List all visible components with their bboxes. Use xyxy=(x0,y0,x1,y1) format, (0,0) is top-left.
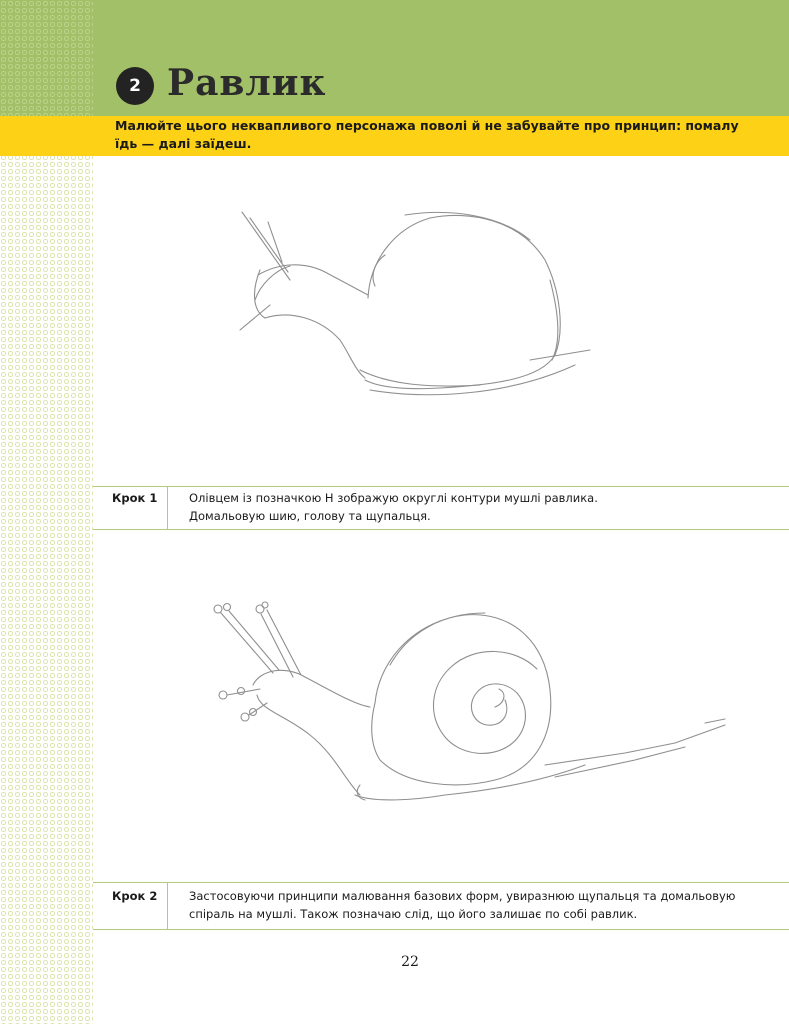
step-1-line-2: Домальовую шию, голову та щупальця. xyxy=(189,509,431,523)
step-2-line-2: спіраль на мушлі. Також позначаю слід, що його залишає по собі равлик. xyxy=(189,907,638,921)
step-2-text xyxy=(189,887,749,923)
snail-sketch-step-2 xyxy=(205,595,740,810)
snail-sketch-step-1 xyxy=(230,200,610,415)
step-2-divider xyxy=(167,883,168,929)
step-1-text xyxy=(189,489,749,525)
step-2-label: Крок 2 xyxy=(112,889,158,903)
page-title: Равлик xyxy=(167,62,327,104)
step-1-divider xyxy=(167,487,168,529)
step-1-label: Крок 1 xyxy=(112,491,158,505)
page-number: 22 xyxy=(401,954,419,970)
intro-text: Малюйте цього неквапливого персонажа поволі й не забувайте про принцип: помалу їдь — далі заїдеш. xyxy=(115,118,739,151)
step-1-line-1: Олівцем із позначкою H зображую округлі контури мушлі равлика. xyxy=(189,491,598,505)
step-2-line-1: Застосовуючи принципи малювання базових форм, увиразнюю щупальця та домальовую xyxy=(189,889,736,903)
header-band xyxy=(0,0,789,116)
header-dot-pattern xyxy=(0,0,93,116)
lesson-number-badge: 2 xyxy=(116,67,154,105)
